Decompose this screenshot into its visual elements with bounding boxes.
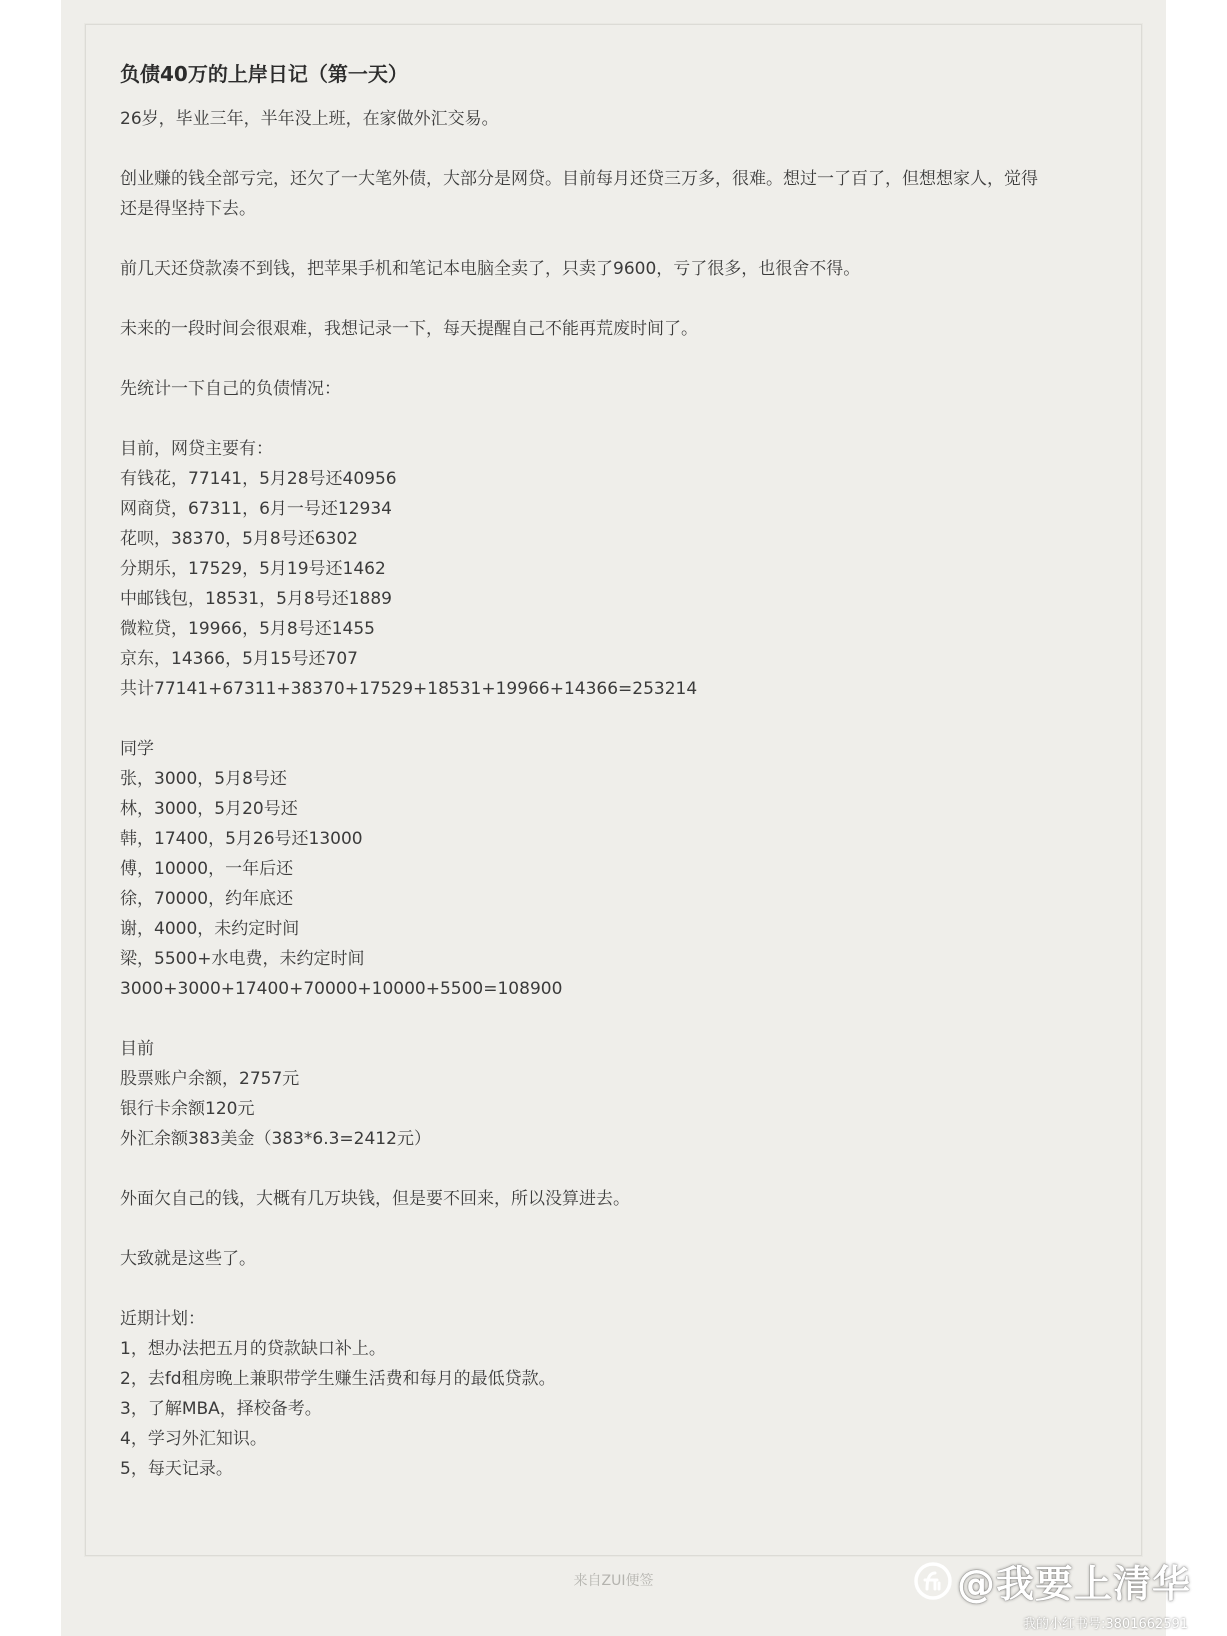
note-content [120, 56, 1120, 1484]
assets-heading: 目前 [120, 1039, 154, 1059]
classmate-debt-item: 傅，10000，一年后还 [120, 859, 294, 879]
plan-heading: 近期计划： [120, 1309, 205, 1329]
loan-item: 京东，14366，5月15号还707 [120, 649, 358, 669]
paragraph-2: 前几天还贷款凑不到钱，把苹果手机和笔记本电脑全卖了，只卖了9600，亏了很多，也很舍不得。 [120, 259, 861, 279]
note-title: 负债40万的上岸日记（第一天） [120, 62, 408, 86]
loans-total: 共计77141+67311+38370+17529+18531+19966+14366=253214 [120, 679, 698, 699]
loans-heading: 目前，网贷主要有： [120, 439, 273, 459]
loan-item: 中邮钱包，18531，5月8号还1889 [120, 589, 392, 609]
classmate-debt-item: 徐，70000，约年底还 [120, 889, 294, 909]
paragraph-6: 大致就是这些了。 [120, 1249, 256, 1269]
plan-item: 2，去fd租房晚上兼职带学生赚生活费和每月的最低贷款。 [120, 1369, 556, 1389]
loan-item: 有钱花，77141，5月28号还40956 [120, 469, 397, 489]
note-paper [61, 0, 1166, 1636]
paragraph-1-line-2: 还是得坚持下去。 [120, 199, 256, 219]
classmate-debt-item: 梁，5500+水电费，未约定时间 [120, 949, 365, 969]
plan-item: 5，每天记录。 [120, 1459, 233, 1479]
classmate-debt-item: 张，3000，5月8号还 [120, 769, 287, 789]
classmates-total: 3000+3000+17400+70000+10000+5500=108900 [120, 979, 563, 999]
classmate-debt-item: 谢，4000，未约定时间 [120, 919, 300, 939]
paragraph-3: 未来的一段时间会很艰难，我想记录一下，每天提醒自己不能再荒废时间了。 [120, 319, 698, 339]
plan-item: 1，想办法把五月的贷款缺口补上。 [120, 1339, 386, 1359]
note-source-footer: 来自ZUI便签 [573, 1573, 654, 1589]
paragraph-4: 先统计一下自己的负债情况： [120, 379, 341, 399]
spacer [120, 284, 1120, 314]
watermark-account-id: 我的小红书号:3801662591 [1023, 1617, 1189, 1632]
spacer [120, 224, 1120, 254]
asset-item: 银行卡余额120元 [120, 1099, 255, 1119]
plan-item: 4，学习外汇知识。 [120, 1429, 267, 1449]
spacer [120, 1154, 1120, 1184]
classmate-debt-item: 韩，17400，5月26号还13000 [120, 829, 363, 849]
watermark-username: @我要上清华 [957, 1562, 1192, 1606]
spacer [120, 344, 1120, 374]
spacer [120, 1004, 1120, 1034]
classmate-debt-item: 林，3000，5月20号还 [120, 799, 298, 819]
loan-item: 花呗，38370，5月8号还6302 [120, 529, 358, 549]
intro-text: 26岁，毕业三年，半年没上班，在家做外汇交易。 [120, 109, 499, 129]
paragraph-1-line-1: 创业赚的钱全部亏完，还欠了一大笔外债，大部分是网贷。目前每月还贷三万多，很难。想过一了百了，但想想家人，觉得 [120, 169, 1038, 189]
spacer [120, 1214, 1120, 1244]
loan-item: 分期乐，17529，5月19号还1462 [120, 559, 386, 579]
loan-item: 网商贷，67311，6月一号还12934 [120, 499, 392, 519]
plan-item: 3，了解MBA，择校备考。 [120, 1399, 322, 1419]
asset-item: 股票账户余额，2757元 [120, 1069, 300, 1089]
classmates-heading: 同学 [120, 739, 154, 759]
spacer [120, 134, 1120, 164]
paragraph-5: 外面欠自己的钱，大概有几万块钱，但是要不回来，所以没算进去。 [120, 1189, 630, 1209]
spacer [120, 1274, 1120, 1304]
loan-item: 微粒贷，19966，5月8号还1455 [120, 619, 375, 639]
spacer [120, 404, 1120, 434]
asset-item: 外汇余额383美金（383*6.3=2412元） [120, 1129, 431, 1149]
spacer [120, 704, 1120, 734]
